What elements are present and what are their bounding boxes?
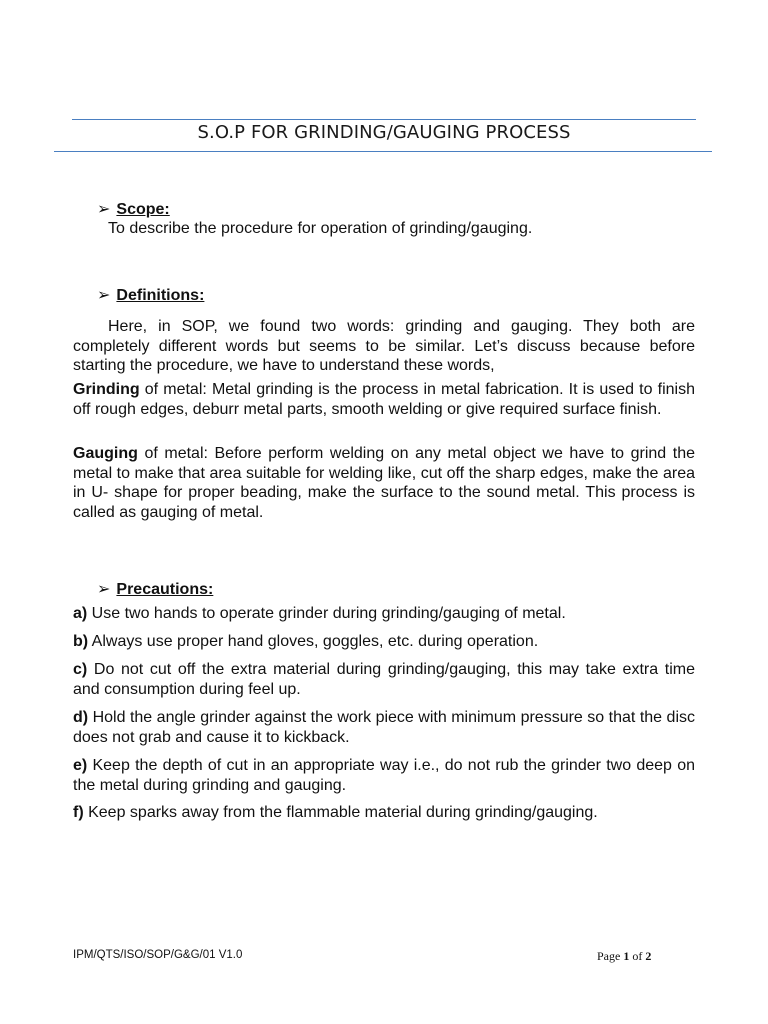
gauging-definition [73,444,695,522]
title-rule-top [72,119,696,120]
scope-heading-label: Scope: [116,201,170,218]
page-current: 1 [623,949,630,963]
precaution-marker: b) [73,633,89,650]
page-total: 2 [645,949,652,963]
precaution-item-e [73,756,695,795]
grinding-text: of metal: Metal grinding is the process in metal fabrication. It is used to finish off rough edges, deburr metal parts, smooth welding or give required surface finish. [73,381,695,418]
footer-doc-code: IPM/QTS/ISO/SOP/G&G/01 V1.0 [73,949,243,961]
definitions-heading [97,285,204,305]
grinding-definition [73,380,695,419]
of-word: of [629,949,646,963]
scope-heading [97,199,170,219]
bullet-arrow-icon: ➢ [97,201,111,218]
precaution-marker: c) [73,661,88,678]
bullet-arrow-icon: ➢ [97,581,111,598]
precaution-text: Do not cut off the extra material during grinding/gauging, this may take extra time and consumption during feel up. [73,661,695,698]
title-rule-bottom [54,151,712,152]
footer-page-number [597,949,651,964]
precaution-item-c [73,660,695,699]
precaution-marker: f) [73,804,84,821]
precaution-text: Keep sparks away from the flammable material during grinding/gauging. [83,804,598,821]
definitions-heading-label: Definitions: [116,287,205,304]
precaution-item-b [73,632,695,652]
precaution-marker: e) [73,757,88,774]
gauging-term: Gauging [73,445,138,462]
bullet-arrow-icon: ➢ [97,287,111,304]
grinding-term: Grinding [73,381,140,398]
precaution-marker: a) [73,605,88,622]
precaution-text: Hold the angle grinder against the work piece with minimum pressure so that the disc does not grab and cause it to kickback. [73,709,695,746]
precaution-text: Always use proper hand gloves, goggles, etc. during operation. [88,633,539,650]
definitions-intro: Here, in SOP, we found two words: grinding and gauging. They both are completely different words but seems to be similar. Let’s discuss because before starting the procedure, we have to understand these words, [73,318,695,374]
precautions-heading [97,579,213,599]
precautions-heading-label: Precautions: [116,581,214,598]
gauging-text: of metal: Before perform welding on any metal object we have to grind the metal to make that area suitable for welding like, cut off the sharp edges, make the area in U- shape for proper beading, make the surface to the sound metal. This process is called as gauging of metal. [73,445,695,521]
precaution-text: Use two hands to operate grinder during grinding/gauging of metal. [87,605,566,622]
scope-text: To describe the procedure for operation of grinding/gauging. [108,220,533,237]
precaution-item-a [73,604,695,624]
precaution-marker: d) [73,709,89,726]
precaution-text: Keep the depth of cut in an appropriate way i.e., do not rub the grinder two deep on the metal during grinding and gauging. [73,757,695,794]
page-title: S.O.P FOR GRINDING/GAUGING PROCESS [197,122,571,143]
precaution-item-d [73,708,695,747]
page-word: Page [597,949,624,963]
precaution-item-f [73,803,695,823]
